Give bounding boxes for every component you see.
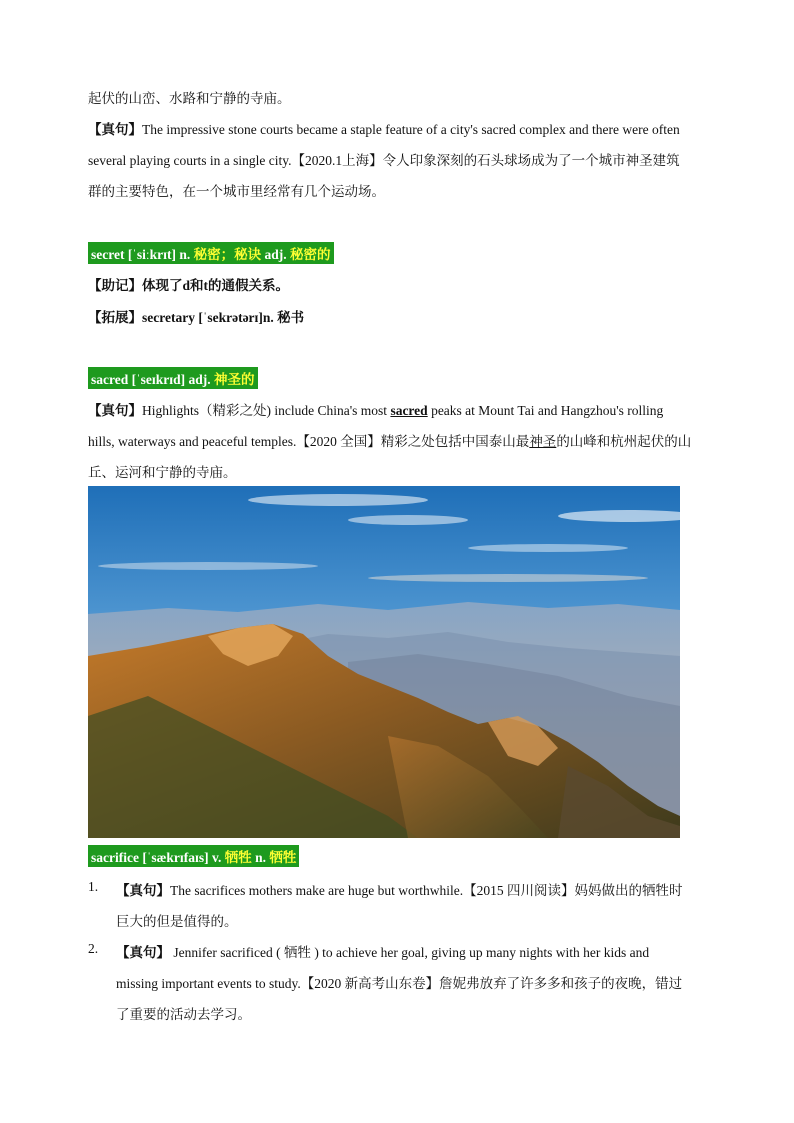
example-text: Jennifer sacrificed ( 牺牲 ) to achieve her goal, giving up many nights with her kids and — [170, 945, 650, 960]
part-of-speech: adj. — [264, 247, 287, 262]
part-of-speech: n. — [255, 850, 266, 865]
list-item — [116, 941, 649, 961]
example-tag: 【真句】 — [116, 945, 170, 960]
example-line — [88, 430, 691, 450]
meaning: 神圣的 — [214, 372, 255, 387]
example-text: peaks at Mount Tai and Hangzhou's rolling — [427, 403, 664, 418]
headword: sacrifice [ˈsækrɪfaɪs] v. — [91, 850, 222, 865]
meaning: 牺牲 — [224, 850, 252, 865]
example-text: Highlights（精彩之处) include China's most — [142, 403, 391, 418]
example-line: missing important events to study.【2020 新高考山东卷】詹妮弗放弃了许多多和孩子的夜晚，错过 — [116, 976, 683, 991]
example-line: 群的主要特色，在一个城市里经常有几个运动场。 — [88, 184, 385, 199]
meaning: 牺牲 — [269, 850, 297, 865]
mountain-photo — [88, 486, 680, 838]
example-text: The sacrifices mothers make are huge but worthwhile.【2015 四川阅读】妈妈做出的牺牲时 — [170, 883, 683, 898]
example-line: 了重要的活动去学习。 — [116, 1007, 251, 1022]
headword: secret [ˈsiːkrɪt] n. — [91, 247, 191, 262]
entry-heading-secret — [88, 242, 334, 264]
entry-heading-sacrifice — [88, 845, 299, 867]
example-sentence — [88, 118, 680, 138]
headword-highlight — [88, 845, 299, 867]
headword-highlight — [88, 367, 258, 389]
example-line: several playing courts in a single city.【2020.1上海】令人印象深刻的石头球场成为了一个城市神圣建筑 — [88, 153, 680, 168]
list-number: 2. — [88, 941, 99, 956]
example-line: 巨大的但是值得的。 — [116, 914, 238, 929]
intro-line: 起伏的山峦、水路和宁静的寺庙。 — [88, 91, 291, 106]
example-text: hills, waterways and peaceful temples.【2020 全国】精彩之处包括中国泰山最 — [88, 434, 530, 449]
list-number: 1. — [88, 879, 99, 894]
example-text: 的山峰和杭州起伏的山 — [556, 434, 692, 449]
keyword: sacred — [390, 403, 428, 418]
example-line: 丘、运河和宁静的寺庙。 — [88, 465, 237, 480]
entry-heading-sacred — [88, 367, 258, 389]
list-item — [116, 879, 683, 899]
example-text: The impressive stone courts became a staple feature of a city's sacred complex and there were often — [142, 122, 680, 137]
example-tag: 【真句】 — [88, 403, 142, 418]
extension-note: 【拓展】secretary [ˈsekrətərɪ]n. 秘书 — [88, 310, 305, 325]
example-sentence — [88, 399, 663, 419]
headword-highlight — [88, 242, 334, 264]
example-tag: 【真句】 — [116, 883, 170, 898]
mnemonic-note: 【助记】体现了d和t的通假关系。 — [88, 278, 290, 293]
headword: sacred [ˈseɪkrɪd] adj. — [91, 372, 211, 387]
keyword: 神圣 — [529, 434, 557, 449]
meaning: 秘密的 — [290, 247, 331, 262]
example-tag: 【真句】 — [88, 122, 142, 137]
meaning: 秘密；秘诀 — [193, 247, 262, 262]
